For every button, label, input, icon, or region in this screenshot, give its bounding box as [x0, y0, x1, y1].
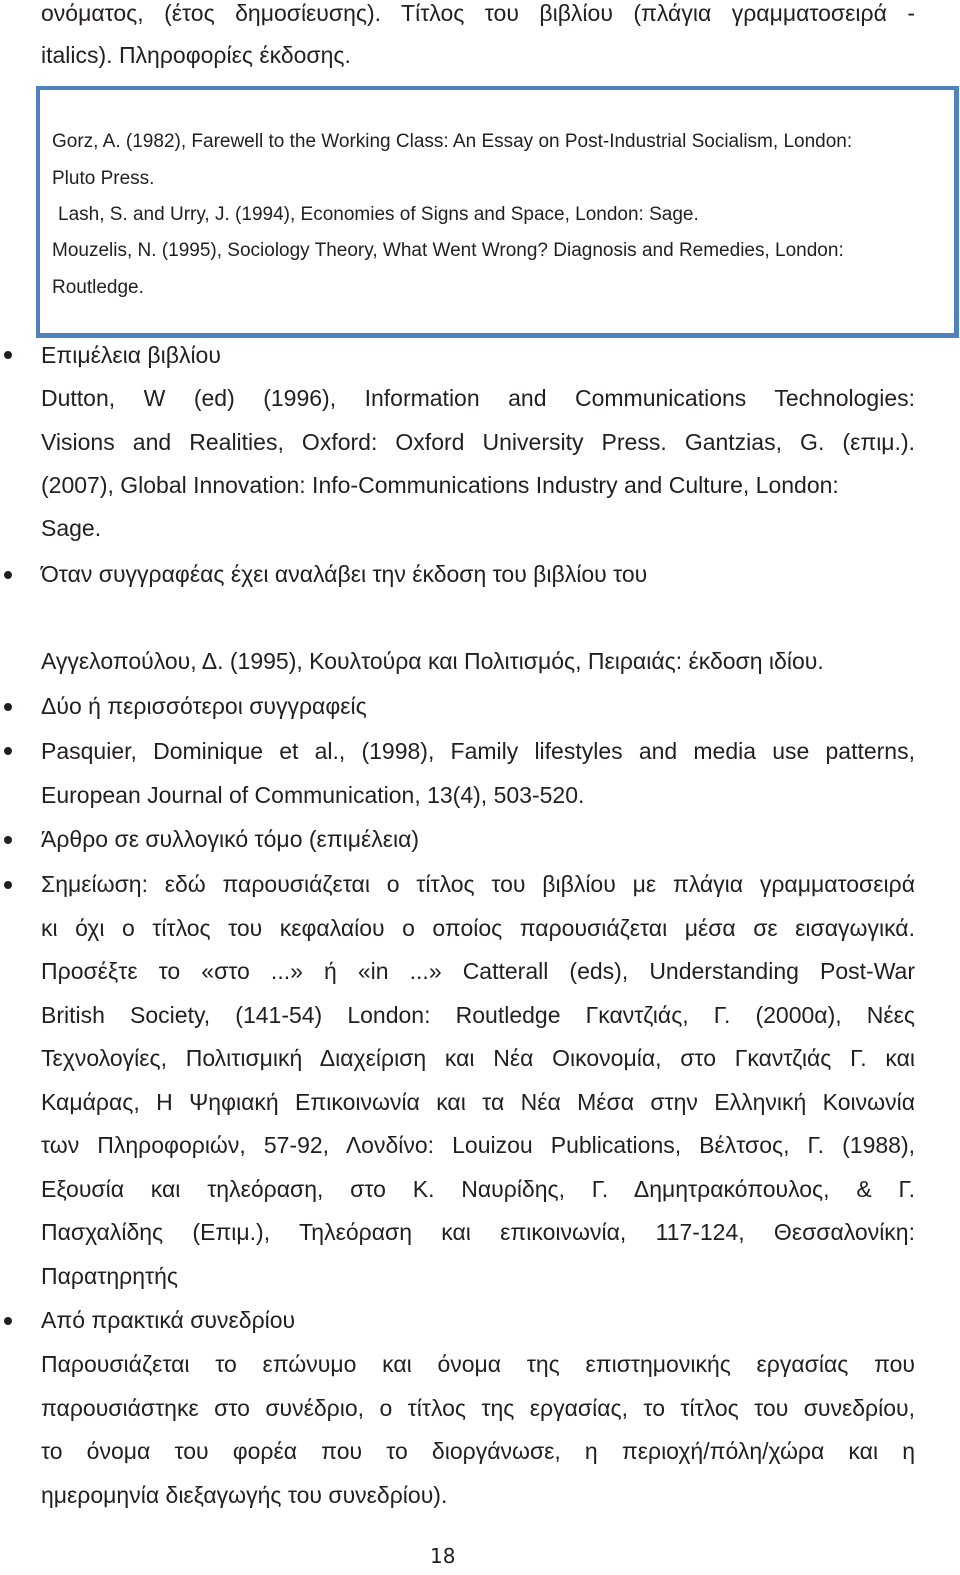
- bullet: [4, 571, 12, 579]
- intro-line: ονόματος, (έτος δημοσίευσης). Τίτλος του βιβλίου (πλάγια γραμματοσειρά -: [41, 0, 915, 26]
- item-line: Pasquier, Dominique et al., (1998), Family lifestyles and media use patterns,: [41, 738, 915, 764]
- item-line: το όνομα του φορέα που το διοργάνωσε, η περιοχή/πόλη/χώρα και η: [41, 1438, 915, 1464]
- item-line: (2007), Global Innovation: Info-Communications Industry and Culture, London:: [41, 472, 839, 498]
- item-heading: Δύο ή περισσότεροι συγγραφείς: [41, 693, 367, 719]
- item-heading: Επιμέλεια βιβλίου: [41, 342, 221, 368]
- box-line: Gorz, A. (1982), Farewell to the Working Class: An Essay on Post-Industrial Socialism, London:: [52, 131, 853, 152]
- note-line: των Πληροφοριών, 57-92, Λονδίνο: Louizou Publications, Βέλτσος, Γ. (1988),: [41, 1132, 915, 1158]
- item-line: Dutton, W (ed) (1996), Information and Communications Technologies:: [41, 385, 915, 411]
- bullet: [4, 836, 12, 844]
- box-line: Lash, S. and Urry, J. (1994), Economies of Signs and Space, London: Sage.: [58, 204, 699, 225]
- item-heading: Άρθρο σε συλλογικό τόμο (επιμέλεια): [41, 826, 420, 852]
- bullet: [4, 881, 12, 889]
- note-line: Σημείωση: εδώ παρουσιάζεται ο τίτλος του βιβλίου με πλάγια γραμματοσειρά: [41, 871, 915, 897]
- item-line: Visions and Realities, Oxford: Oxford University Press. Gantzias, G. (επιμ.).: [41, 429, 915, 455]
- box-line: Pluto Press.: [52, 168, 155, 189]
- item-line: ημερομηνία διεξαγωγής του συνεδρίου).: [41, 1482, 448, 1508]
- intro-line: italics). Πληροφορίες έκδοσης.: [41, 42, 351, 68]
- note-line: British Society, (141-54) London: Routledge Γκαντζιάς, Γ. (2000α), Νέες: [41, 1002, 915, 1028]
- note-line: Πασχαλίδης (Επιμ.), Τηλεόραση και επικοινωνία, 117-124, Θεσσαλονίκη:: [41, 1219, 915, 1245]
- bullet: [4, 1317, 12, 1325]
- box-line: Mouzelis, N. (1995), Sociology Theory, What Went Wrong? Diagnosis and Remedies, London:: [52, 240, 844, 261]
- box-line: Routledge.: [52, 277, 144, 298]
- note-line: Εξουσία και τηλεόραση, στο Κ. Ναυρίδης, Γ. Δημητρακόπουλος, & Γ.: [41, 1176, 915, 1202]
- bullet: [4, 747, 12, 755]
- page-number: 18: [430, 1544, 456, 1568]
- item-line: Sage.: [41, 515, 102, 541]
- item-heading: Από πρακτικά συνεδρίου: [41, 1307, 296, 1333]
- bullet: [4, 351, 12, 359]
- note-line: Προσέξτε το «στο ...» ή «in ...» Catterall (eds), Understanding Post-War: [41, 958, 915, 984]
- bullet: [4, 703, 12, 711]
- note-line: κι όχι ο τίτλος του κεφαλαίου ο οποίος παρουσιάζεται μέσα σε εισαγωγικά.: [41, 915, 915, 941]
- item-line: παρουσιάστηκε στο συνέδριο, ο τίτλος της εργασίας, το τίτλος του συνεδρίου,: [41, 1395, 915, 1421]
- item-heading: Όταν συγγραφέας έχει αναλάβει την έκδοση του βιβλίου του: [41, 561, 648, 587]
- item-line: European Journal of Communication, 13(4), 503-520.: [41, 782, 585, 808]
- item-line: Αγγελοπούλου, Δ. (1995), Κουλτούρα και Πολιτισμός, Πειραιάς: έκδοση ιδίου.: [41, 648, 824, 674]
- note-line: Τεχνολογίες, Πολιτισμική Διαχείριση και Νέα Οικονομία, στο Γκαντζιάς Γ. και: [41, 1045, 915, 1071]
- item-line: Παρουσιάζεται το επώνυμο και όνομα της επιστημονικής εργασίας που: [41, 1351, 915, 1377]
- note-line: Καμάρας, Η Ψηφιακή Επικοινωνία και τα Νέα Μέσα στην Ελληνική Κοινωνία: [41, 1089, 915, 1115]
- note-line: Παρατηρητής: [41, 1263, 179, 1289]
